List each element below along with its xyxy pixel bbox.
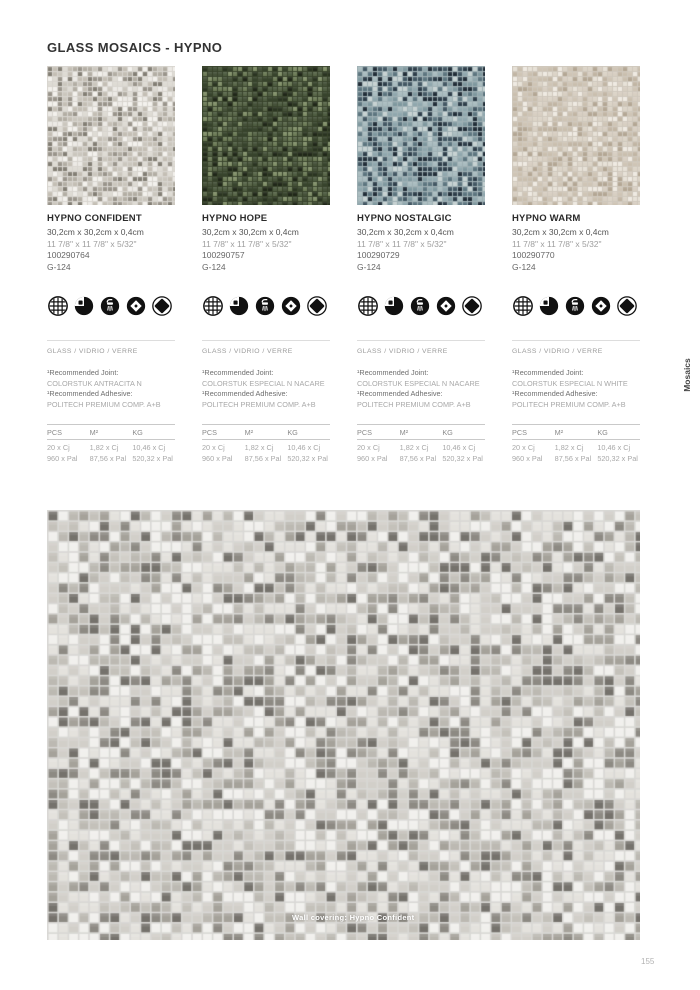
spec-header: PCS (512, 425, 555, 440)
spec-value: 520,32 x Pal (597, 454, 638, 463)
joint-value: COLORSTUK ANTRACITA N (47, 378, 142, 388)
spec-value: 520,32 x Pal (287, 454, 328, 463)
product-size-metric: 30,2cm x 30,2cm x 0,4cm (512, 227, 609, 237)
joint-label: ¹Recommended Joint: (357, 368, 429, 377)
product-code: 100290729 (357, 250, 400, 260)
recommendations (357, 368, 485, 410)
material-label: GLASS / VIDRIO / VERRE (512, 348, 603, 355)
spec-table (202, 424, 330, 464)
joint-label: ¹Recommended Joint: (202, 368, 274, 377)
adhesive-label: ¹Recommended Adhesive: (512, 389, 598, 398)
product-code: 100290770 (512, 250, 555, 260)
hero-caption: Wall covering: Hypno Confident (292, 913, 415, 922)
floor-tile-icon (280, 295, 302, 317)
adhesive-label: ¹Recommended Adhesive: (47, 389, 133, 398)
shower-icon (409, 295, 431, 317)
wall-tile-icon (461, 295, 483, 317)
spec-value: 520,32 x Pal (132, 454, 173, 463)
spec-value: 960 x Pal (357, 454, 388, 463)
product-column-hypno-hope (202, 66, 330, 464)
spec-table (357, 424, 485, 464)
section-tab-mosaics: Mosaics (682, 358, 692, 392)
spec-value: 960 x Pal (512, 454, 543, 463)
product-group: G-124 (357, 261, 381, 272)
curved-surface-icon (538, 295, 560, 317)
spec-value: 87,56 x Pal (244, 454, 282, 463)
product-size-imperial: 11 7/8" x 11 7/8" x 5/32" (202, 238, 292, 249)
spec-header: KG (597, 425, 640, 440)
recommendations (47, 368, 175, 410)
feature-icons (202, 295, 330, 317)
spec-table (47, 424, 175, 464)
curved-surface-icon (383, 295, 405, 317)
joint-label: ¹Recommended Joint: (512, 368, 584, 377)
product-grid (47, 66, 640, 464)
adhesive-label: ¹Recommended Adhesive: (202, 389, 288, 398)
spec-value: 520,32 x Pal (442, 454, 483, 463)
adhesive-label: ¹Recommended Adhesive: (357, 389, 443, 398)
adhesive-value: POLITECH PREMIUM COMP. A+B (202, 399, 316, 409)
spec-value: 20 x Cj (357, 443, 380, 452)
spec-value: 1,82 x Cj (399, 443, 429, 452)
spec-header: M² (90, 425, 133, 440)
recommendations (512, 368, 640, 410)
curved-surface-icon (73, 295, 95, 317)
divider (202, 340, 330, 341)
product-group: G-124 (512, 261, 536, 272)
product-name: HYPNO WARM (512, 213, 581, 224)
spec-value: 1,82 x Cj (89, 443, 119, 452)
product-group: G-124 (202, 261, 226, 272)
mesh-icon (357, 295, 379, 317)
product-size-imperial: 11 7/8" x 11 7/8" x 5/32" (47, 238, 137, 249)
spec-value: 20 x Cj (47, 443, 70, 452)
hero-photo (47, 510, 640, 940)
wall-tile-icon (151, 295, 173, 317)
product-size-imperial: 11 7/8" x 11 7/8" x 5/32" (512, 238, 602, 249)
spec-value: 87,56 x Pal (89, 454, 127, 463)
adhesive-value: POLITECH PREMIUM COMP. A+B (47, 399, 161, 409)
product-group: G-124 (47, 261, 71, 272)
spec-header: M² (245, 425, 288, 440)
wall-tile-icon (616, 295, 638, 317)
product-name: HYPNO NOSTALGIC (357, 213, 452, 224)
spec-value: 87,56 x Pal (399, 454, 437, 463)
product-swatch-image (47, 66, 175, 205)
spec-value: 20 x Cj (202, 443, 225, 452)
joint-value: COLORSTUK ESPECIAL N NACARE (202, 378, 325, 388)
spec-value: 20 x Cj (512, 443, 535, 452)
product-size-metric: 30,2cm x 30,2cm x 0,4cm (202, 227, 299, 237)
mesh-icon (202, 295, 224, 317)
product-column-hypno-warm (512, 66, 640, 464)
wall-tile-icon (306, 295, 328, 317)
spec-value: 1,82 x Cj (554, 443, 584, 452)
page-number: 155 (641, 957, 655, 966)
shower-icon (99, 295, 121, 317)
shower-icon (254, 295, 276, 317)
product-column-hypno-confident (47, 66, 175, 464)
hero-mosaic-image (47, 510, 640, 940)
floor-tile-icon (435, 295, 457, 317)
joint-label: ¹Recommended Joint: (47, 368, 119, 377)
adhesive-value: POLITECH PREMIUM COMP. A+B (512, 399, 626, 409)
product-name: HYPNO HOPE (202, 213, 268, 224)
spec-value: 10,46 x Cj (287, 443, 321, 452)
spec-value: 10,46 x Cj (597, 443, 631, 452)
product-size-imperial: 11 7/8" x 11 7/8" x 5/32" (357, 238, 447, 249)
feature-icons (357, 295, 485, 317)
product-size-metric: 30,2cm x 30,2cm x 0,4cm (47, 227, 144, 237)
spec-value: 960 x Pal (47, 454, 78, 463)
material-label: GLASS / VIDRIO / VERRE (202, 348, 293, 355)
product-code: 100290764 (47, 250, 90, 260)
product-swatch-image (512, 66, 640, 205)
joint-value: COLORSTUK ESPECIAL N WHITE (512, 378, 628, 388)
product-name: HYPNO CONFIDENT (47, 213, 142, 224)
product-column-hypno-nostalgic (357, 66, 485, 464)
spec-header: PCS (47, 425, 90, 440)
spec-header: KG (442, 425, 485, 440)
spec-header: M² (400, 425, 443, 440)
spec-header: KG (287, 425, 330, 440)
product-code: 100290757 (202, 250, 245, 260)
feature-icons (512, 295, 640, 317)
curved-surface-icon (228, 295, 250, 317)
spec-value: 10,46 x Cj (132, 443, 166, 452)
feature-icons (47, 295, 175, 317)
shower-icon (564, 295, 586, 317)
spec-header: KG (132, 425, 175, 440)
spec-value: 960 x Pal (202, 454, 233, 463)
floor-tile-icon (125, 295, 147, 317)
spec-header: M² (555, 425, 598, 440)
spec-value: 1,82 x Cj (244, 443, 274, 452)
spec-table (512, 424, 640, 464)
mesh-icon (512, 295, 534, 317)
product-size-metric: 30,2cm x 30,2cm x 0,4cm (357, 227, 454, 237)
spec-header: PCS (357, 425, 400, 440)
spec-value: 87,56 x Pal (554, 454, 592, 463)
joint-value: COLORSTUK ESPECIAL N NACARE (357, 378, 480, 388)
floor-tile-icon (590, 295, 612, 317)
product-swatch-image (357, 66, 485, 205)
divider (357, 340, 485, 341)
divider (47, 340, 175, 341)
spec-header: PCS (202, 425, 245, 440)
material-label: GLASS / VIDRIO / VERRE (357, 348, 448, 355)
recommendations (202, 368, 330, 410)
page-title: GLASS MOSAICS - HYPNO (47, 39, 223, 55)
adhesive-value: POLITECH PREMIUM COMP. A+B (357, 399, 471, 409)
spec-value: 10,46 x Cj (442, 443, 476, 452)
product-swatch-image (202, 66, 330, 205)
material-label: GLASS / VIDRIO / VERRE (47, 348, 138, 355)
divider (512, 340, 640, 341)
mesh-icon (47, 295, 69, 317)
